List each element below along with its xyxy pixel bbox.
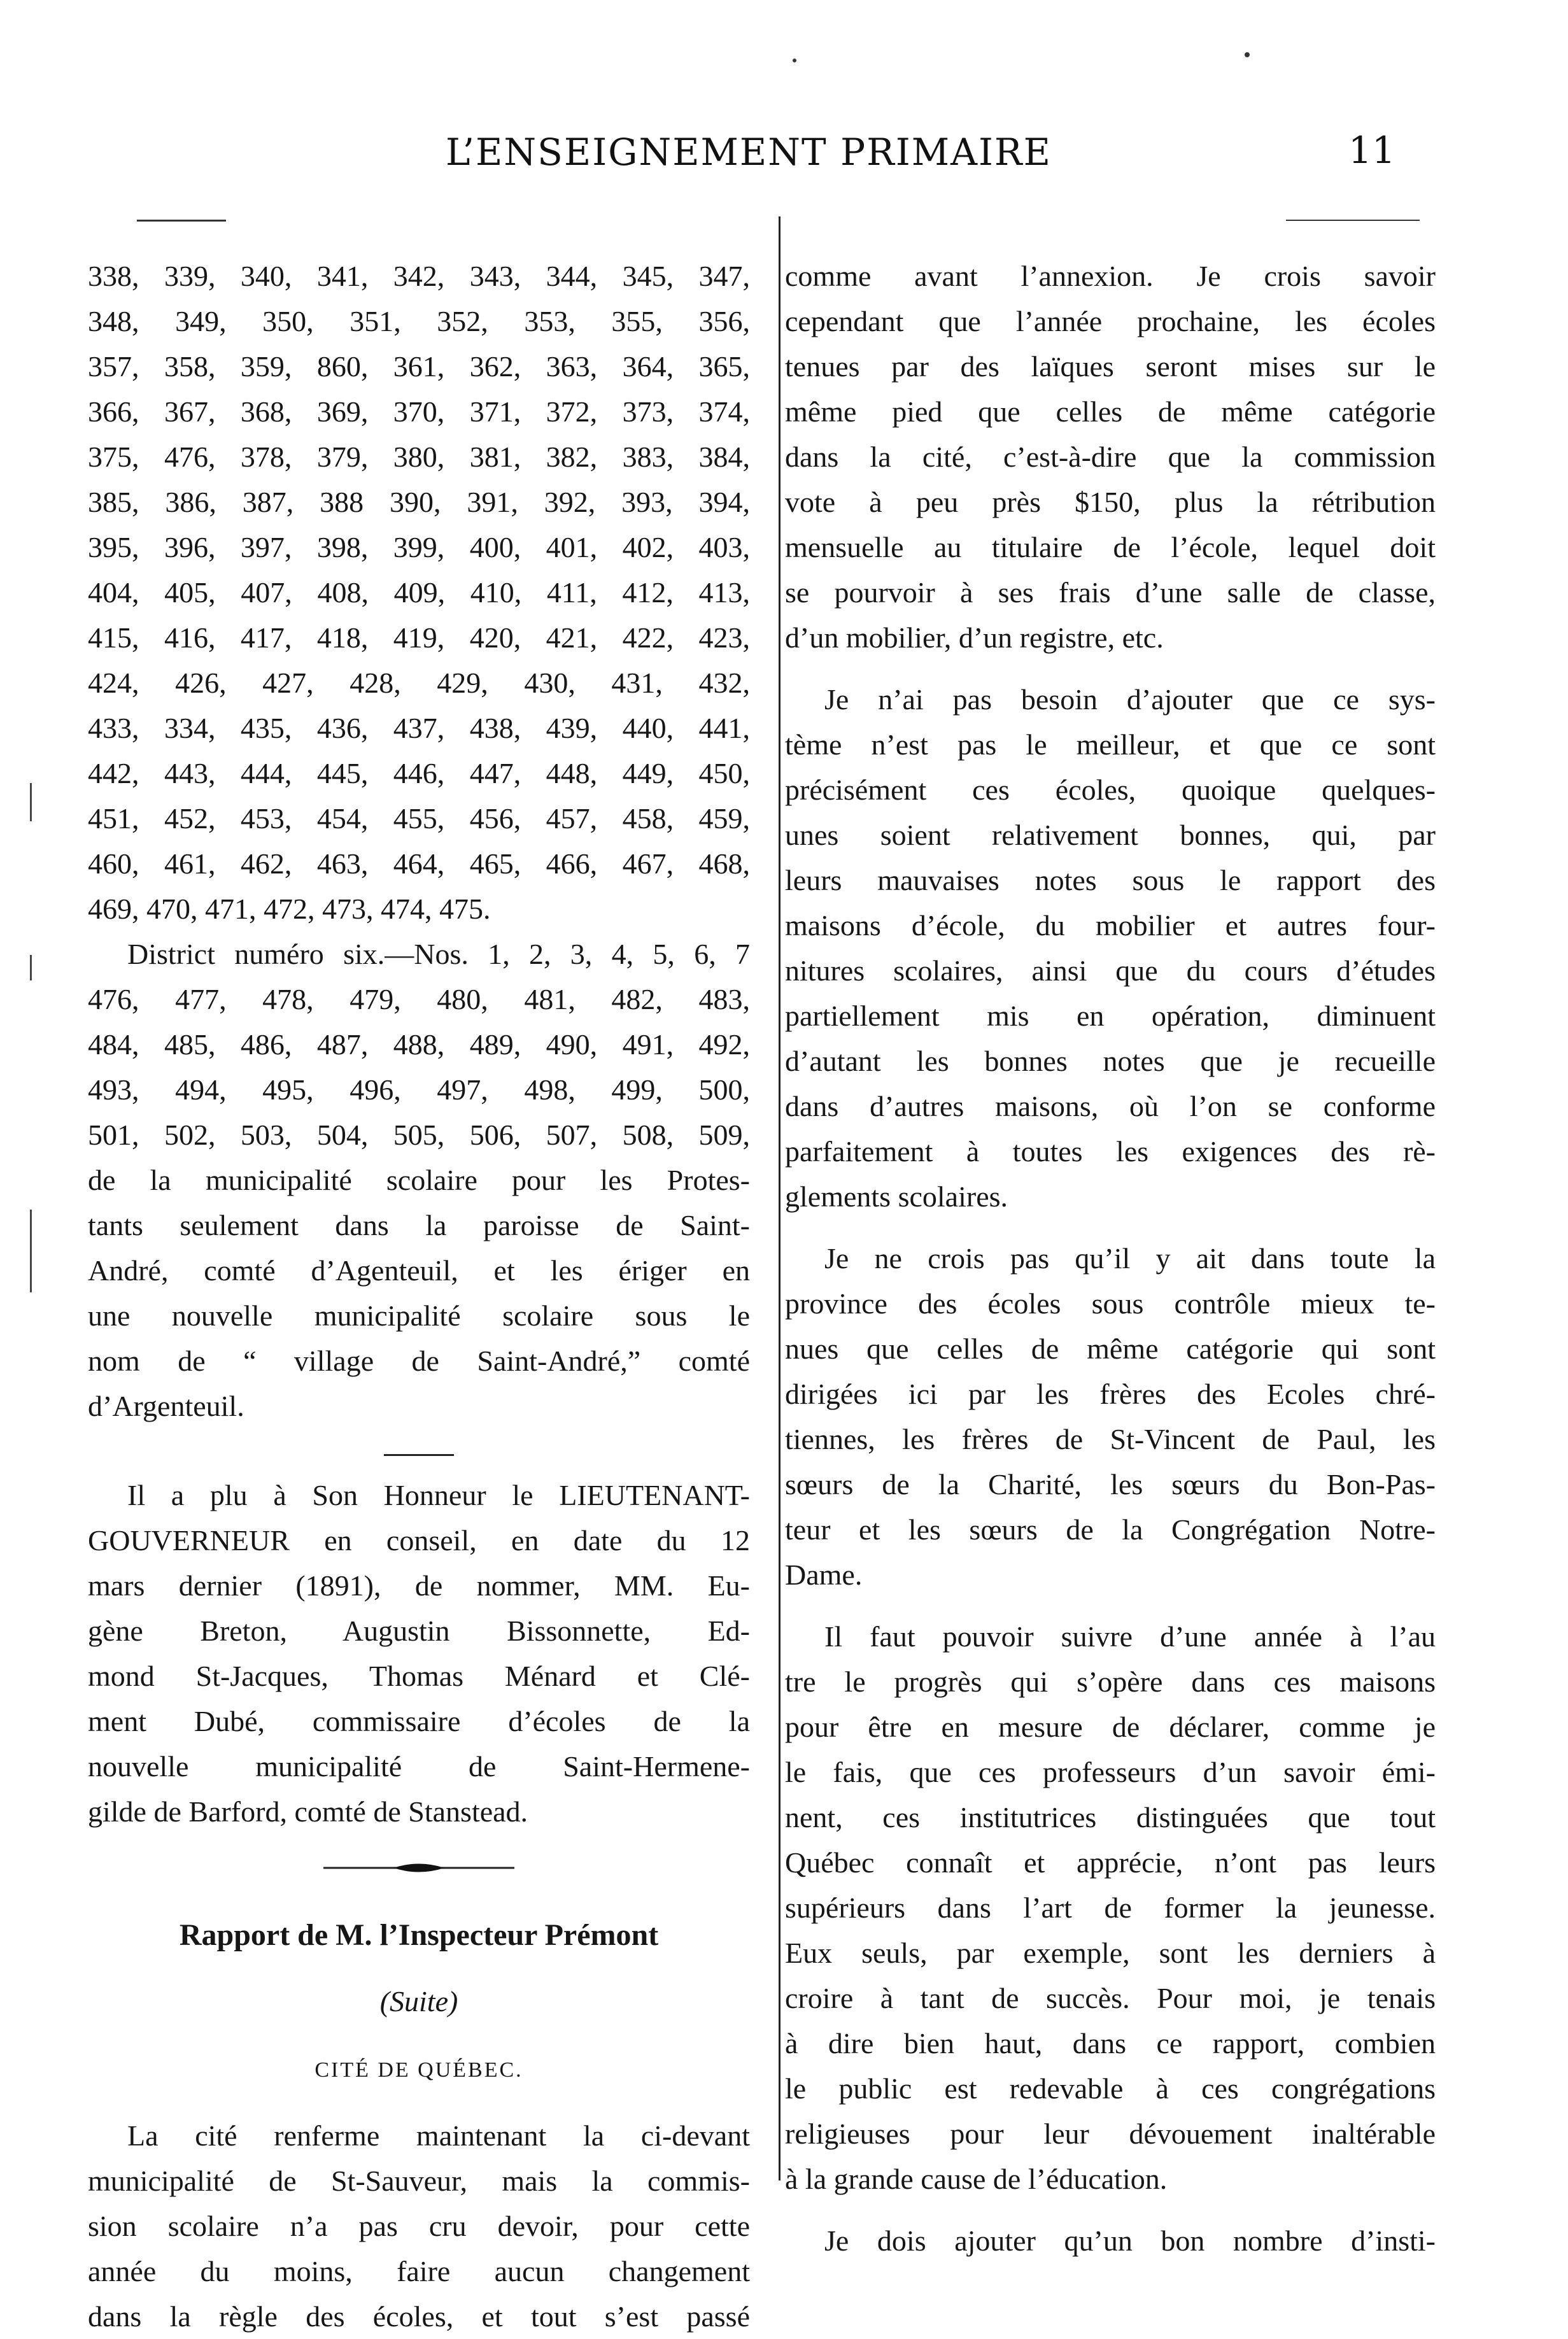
text-line: tre le progrès qui s’opère dans ces maisons <box>785 1665 1436 1698</box>
text-line: 404, 405, 407, 408, 409, 410, 411, 412, 413, <box>88 576 750 609</box>
text-line: 424, 426, 427, 428, 429, 430, 431, 432, <box>88 667 750 699</box>
school-numbers-list <box>88 253 750 931</box>
text-line: 395, 396, 397, 398, 399, 400, 401, 402, 403, <box>88 531 750 563</box>
text-line: tants seulement dans la paroisse de Saint- <box>88 1209 750 1241</box>
text-line: leurs mauvaises notes sous le rapport des <box>785 864 1436 896</box>
text-line: 348, 349, 350, 351, 352, 353, 355, 356, <box>88 305 750 337</box>
text-line: précisément ces écoles, quoique quelques- <box>785 774 1436 806</box>
text-line: Il faut pouvoir suivre d’une année à l’au <box>824 1620 1436 1653</box>
page-number: 11 <box>1348 129 1395 172</box>
right-header-rule <box>1286 220 1420 221</box>
ink-speck <box>1245 52 1250 57</box>
text-line: à dire bien haut, dans ce rapport, combien <box>785 2027 1436 2060</box>
text-line: 415, 416, 417, 418, 419, 420, 421, 422, 423, <box>88 621 750 654</box>
text-line: vote à peu près $150, plus la rétribution <box>785 486 1436 518</box>
text-line: nent, ces institutrices distinguées que tout <box>785 1801 1436 1834</box>
institutrices-paragraph <box>785 2218 1436 2263</box>
text-line: à la grande cause de l’éducation. <box>785 2163 1168 2195</box>
right-column <box>785 253 1436 2263</box>
text-line: 385, 386, 387, 388 390, 391, 392, 393, 394, <box>88 486 750 518</box>
text-line: gilde de Barford, comté de Stanstead. <box>88 1795 528 1828</box>
text-line: d’Argenteuil. <box>88 1390 244 1422</box>
text-line: tème n’est pas le meilleur, et que ce sont <box>785 728 1436 761</box>
text-line: pour être en mesure de déclarer, comme je <box>785 1711 1436 1743</box>
text-line: Je n’ai pas besoin d’ajouter que ce sys- <box>824 683 1436 716</box>
text-line: Je dois ajouter qu’un bon nombre d’insti- <box>824 2224 1436 2257</box>
text-line: 375, 476, 378, 379, 380, 381, 382, 383, 384, <box>88 441 750 473</box>
text-line: parfaitement à toutes les exigences des rè- <box>785 1135 1436 1168</box>
text-line: Dame. <box>785 1558 863 1591</box>
text-line: dans la règle des écoles, et tout s’est passé <box>88 2300 750 2333</box>
text-line: 476, 477, 478, 479, 480, 481, 482, 483, <box>88 983 750 1015</box>
text-line: comme avant l’annexion. Je crois savoir <box>785 260 1436 292</box>
left-header-rule <box>137 220 226 222</box>
text-line: supérieurs dans l’art de former la jeunesse. <box>785 1891 1436 1924</box>
text-line: même pied que celles de même catégorie <box>785 395 1436 428</box>
district-six-paragraph <box>88 931 750 1429</box>
column-divider <box>779 216 780 2180</box>
text-line: partiellement mis en opération, diminuent <box>785 1000 1436 1032</box>
text-line: mars dernier (1891), de nommer, MM. Eu- <box>88 1569 750 1602</box>
paragraph-gap <box>785 1219 1436 1236</box>
text-line: sion scolaire n’a pas cru devoir, pour cette <box>88 2210 750 2242</box>
text-line: 501, 502, 503, 504, 505, 506, 507, 508, 509, <box>88 1119 750 1151</box>
text-line: teur et les sœurs de la Congrégation Notre- <box>785 1513 1436 1546</box>
text-line: religieuses pour leur dévouement inaltérable <box>785 2117 1436 2150</box>
text-line: nom de “ village de Saint-André,” comté <box>88 1345 750 1377</box>
left-column <box>88 253 750 2339</box>
congregations-paragraph <box>785 1236 1436 1614</box>
running-title: L’ENSEIGNEMENT PRIMAIRE <box>446 131 1052 174</box>
paragraph-gap <box>785 660 1436 677</box>
report-title: Rapport de M. l’Inspecteur Prémont <box>179 1918 659 1952</box>
text-line: tiennes, les frères de St-Vincent de Paul, les <box>785 1423 1436 1455</box>
text-line: GOUVERNEUR en conseil, en date du 12 <box>88 1524 750 1557</box>
ink-speck <box>793 59 796 62</box>
section-heading: CITÉ DE QUÉBEC. <box>314 2058 523 2082</box>
annexion-paragraph <box>785 253 1436 677</box>
text-line: le fais, que ces professeurs d’un savoir émi- <box>785 1756 1436 1788</box>
text-line: cependant que l’année prochaine, les écoles <box>785 305 1436 337</box>
text-line: une nouvelle municipalité scolaire sous le <box>88 1299 750 1332</box>
text-line: 451, 452, 453, 454, 455, 456, 457, 458, 459, <box>88 802 750 835</box>
text-line: 366, 367, 368, 369, 370, 371, 372, 373, 374, <box>88 395 750 428</box>
text-line: 484, 485, 486, 487, 488, 489, 490, 491, 492, <box>88 1028 750 1061</box>
text-line: Je ne crois pas qu’il y ait dans toute la <box>824 1242 1436 1275</box>
text-line: 493, 494, 495, 496, 497, 498, 499, 500, <box>88 1073 750 1106</box>
margin-mark <box>30 1210 32 1292</box>
text-line: année du moins, faire aucun changement <box>88 2255 750 2287</box>
cite-paragraph <box>88 2113 750 2339</box>
text-line: se pourvoir à ses frais d’une salle de classe, <box>785 576 1436 609</box>
text-line: tenues par des laïques seront mises sur le <box>785 350 1436 383</box>
systeme-paragraph <box>785 677 1436 1236</box>
text-line: nues que celles de même catégorie qui sont <box>785 1332 1436 1365</box>
margin-mark <box>30 955 32 980</box>
text-line: dirigées ici par les frères des Ecoles chré- <box>785 1378 1436 1410</box>
paragraph-gap <box>785 1597 1436 1614</box>
ornamental-rule <box>88 1858 750 1884</box>
text-line: de la municipalité scolaire pour les Protes- <box>88 1164 750 1196</box>
text-line: province des écoles sous contrôle mieux te- <box>785 1287 1436 1320</box>
text-line: mensuelle au titulaire de l’école, lequel doit <box>785 531 1436 563</box>
text-line: 338, 339, 340, 341, 342, 343, 344, 345, 347, <box>88 260 750 292</box>
text-line: La cité renferme maintenant la ci-devant <box>127 2119 750 2152</box>
text-line: André, comté d’Agenteuil, et les ériger en <box>88 1254 750 1287</box>
section-separator <box>384 1454 454 1456</box>
text-line: Eux seuls, par exemple, sont les derniers à <box>785 1937 1436 1969</box>
progres-paragraph <box>785 1614 1436 2218</box>
text-line: nitures scolaires, ainsi que du cours d’études <box>785 954 1436 987</box>
text-line: Québec connaît et apprécie, n’ont pas leurs <box>785 1846 1436 1879</box>
text-line: sœurs de la Charité, les sœurs du Bon-Pas- <box>785 1468 1436 1501</box>
text-line: d’autant les bonnes notes que je recueille <box>785 1045 1436 1077</box>
text-line: 433, 334, 435, 436, 437, 438, 439, 440, 441, <box>88 712 750 744</box>
text-line: 442, 443, 444, 445, 446, 447, 448, 449, 450, <box>88 757 750 789</box>
text-line: d’un mobilier, d’un registre, etc. <box>785 621 1164 654</box>
text-line: le public est redevable à ces congrégations <box>785 2072 1436 2105</box>
paragraph-gap <box>785 2201 1436 2218</box>
text-line: municipalité de St-Sauveur, mais la commis- <box>88 2165 750 2197</box>
text-line: gène Breton, Augustin Bissonnette, Ed- <box>88 1615 750 1647</box>
text-line: Il a plu à Son Honneur le LIEUTENANT- <box>127 1479 750 1511</box>
text-line: District numéro six.—Nos. 1, 2, 3, 4, 5, 6, 7 <box>127 938 750 970</box>
text-line: dans la cité, c’est-à-dire que la commission <box>785 441 1436 473</box>
text-line: dans d’autres maisons, où l’on se conforme <box>785 1090 1436 1122</box>
decree-paragraph <box>88 1473 750 1834</box>
report-subtitle: (Suite) <box>379 1985 458 2017</box>
text-line: ment Dubé, commissaire d’écoles de la <box>88 1705 750 1737</box>
margin-mark <box>30 783 32 821</box>
text-line: glements scolaires. <box>785 1180 1008 1213</box>
text-line: nouvelle municipalité de Saint-Hermene- <box>88 1750 750 1783</box>
text-line: croire à tant de succès. Pour moi, je tenais <box>785 1982 1436 2014</box>
text-line: mond St-Jacques, Thomas Ménard et Clé- <box>88 1660 750 1692</box>
text-line: maisons d’école, du mobilier et autres four- <box>785 909 1436 942</box>
text-line: 469, 470, 471, 472, 473, 474, 475. <box>88 893 491 925</box>
text-line: unes soient relativement bonnes, qui, par <box>785 819 1436 851</box>
text-line: 460, 461, 462, 463, 464, 465, 466, 467, 468, <box>88 847 750 880</box>
text-line: 357, 358, 359, 860, 361, 362, 363, 364, 365, <box>88 350 750 383</box>
